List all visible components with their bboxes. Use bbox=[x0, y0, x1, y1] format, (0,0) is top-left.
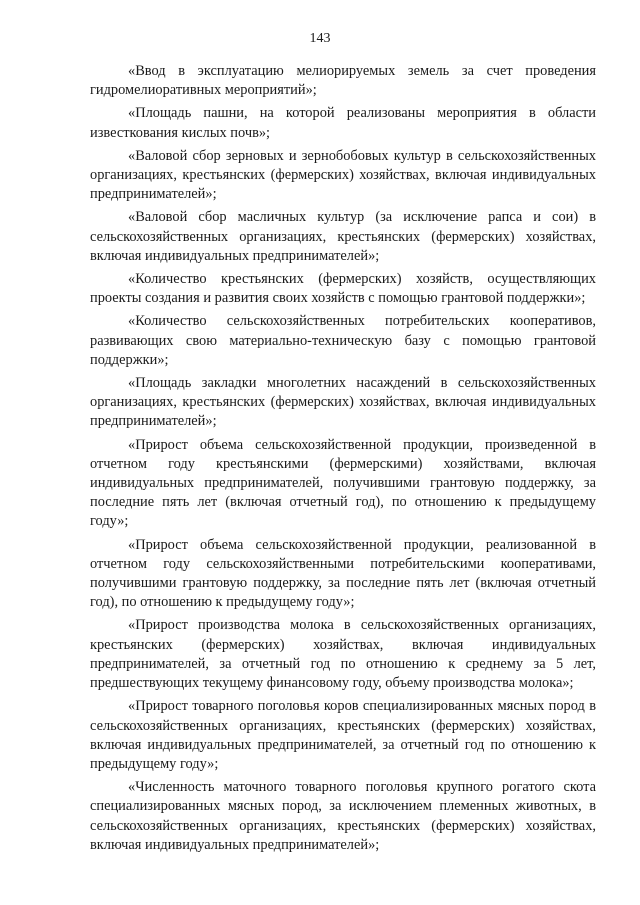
paragraph-beef-cows-growth: «Прирост товарного поголовья коров специализированных мясных пород в сельскохозяйственных организациях, крестьянских (фермерских) хозяйствах, включая индивидуальных предпринимателей, за отчетный год по отношению к предыдущему году»; bbox=[90, 698, 596, 772]
paragraph-cooperative-sales-growth: «Прирост объема сельскохозяйственной продукции, реализованной в отчетном году сельскохозяйственными потребительскими кооперативами, получившими грантовую поддержку, за последние пять лет (включая отчетный год), по отношению к предыдущему году»; bbox=[90, 536, 596, 611]
paragraph-melioration: «Ввод в эксплуатацию мелиорируемых земель за счет проведения гидромелиоративных мероприятий»; bbox=[90, 63, 596, 99]
paragraph-farm-output-growth: «Прирост объема сельскохозяйственной продукции, произведенной в отчетном году крестьянскими (фермерскими) хозяйствами, включая индивидуальных предпринимателей, получившими грантовую поддержку, за последние пять лет (включая отчетный год), по отношению к предыдущему году»; bbox=[90, 436, 596, 530]
paragraph-beef-cattle-count: «Численность маточного товарного поголовья крупного рогатого скота специализированных мясных пород, за исключением племенных животных, в сельскохозяйственных организациях, крестьянских (фермерских) хозяйствах, включая индивидуальных предпринимателей»; bbox=[90, 779, 596, 853]
paragraph-cooperatives-grants: «Количество сельскохозяйственных потребительских кооперативов, развивающих свою материально-техническую базу с помощью грантовой поддержки»; bbox=[90, 313, 596, 368]
document-body bbox=[90, 62, 596, 859]
paragraph-liming: «Площадь пашни, на которой реализованы мероприятия в области известкования кислых почв»; bbox=[90, 105, 596, 141]
paragraph-grain-harvest: «Валовой сбор зерновых и зернобобовых культур в сельскохозяйственных организациях, крестьянских (фермерских) хозяйствах, включая индивидуальных предпринимателей»; bbox=[90, 147, 596, 203]
paragraph-oilseed-harvest: «Валовой сбор масличных культур (за исключение рапса и сои) в сельскохозяйственных организациях, крестьянских (фермерских) хозяйствах, включая индивидуальных предпринимателей»; bbox=[90, 209, 596, 264]
page-number: 143 bbox=[309, 31, 331, 46]
paragraph-farm-grants: «Количество крестьянских (фермерских) хозяйств, осуществляющих проекты создания и развития своих хозяйств с помощью грантовой поддержки»; bbox=[90, 271, 596, 307]
paragraph-milk-growth: «Прирост производства молока в сельскохозяйственных организациях, крестьянских (фермерских) хозяйствах, включая индивидуальных предпринимателей, за отчетный год по отношению к среднему за 5 лет, предшествующих текущему финансовому году, объему производства молока»; bbox=[90, 617, 596, 692]
paragraph-perennial-plantings: «Площадь закладки многолетних насаждений в сельскохозяйственных организациях, крестьянских (фермерских) хозяйствах, включая индивидуальных предпринимателей»; bbox=[90, 375, 596, 430]
